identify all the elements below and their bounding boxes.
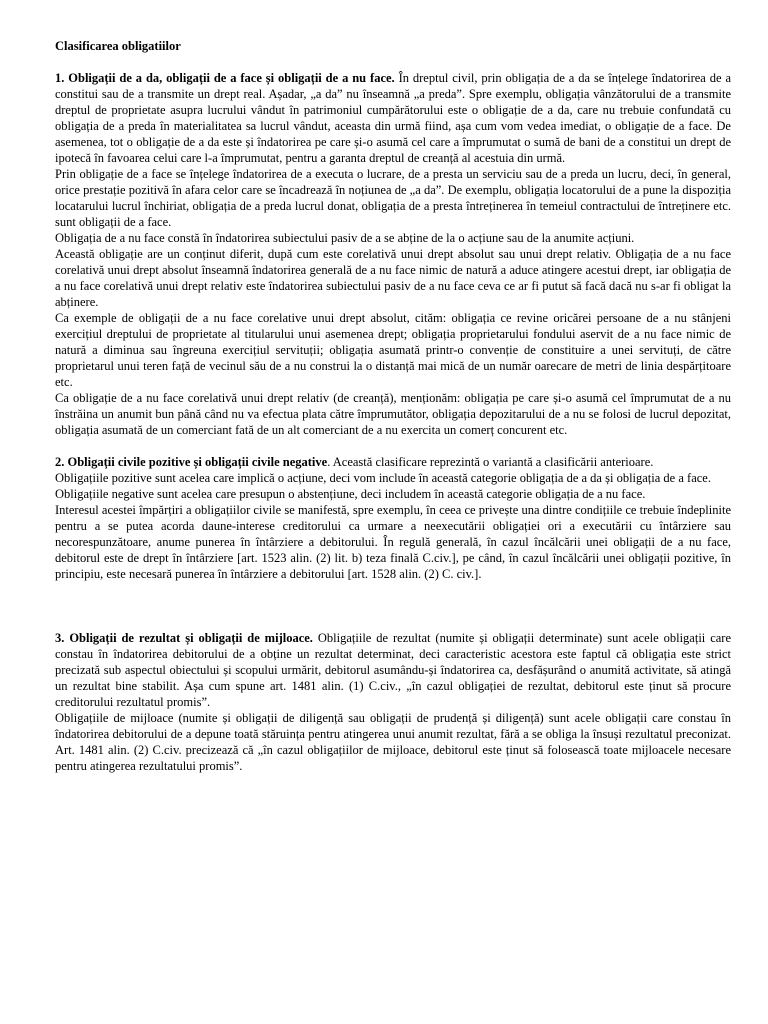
section-1-paragraph-2: Prin obligație de a face se înțelege îndatorirea de a executa o lucrare, de a presta un serviciu sau de a preda un lucru, deci, în general, orice prestație pozitivă în afara celor care se încadrează în noțiunea de „a da”. De exemplu, obligația locatorului de a pune la dispoziția locatarului lucrul închiriat, obligația de a preda lucrul donat, obligația de a presta întreținerea în temeiul contractului de întreținere etc. sunt obligații de a face. [55,167,731,229]
document-page [55,38,731,774]
section-2-paragraph-1 [55,454,731,470]
section-1-paragraph-3: Obligația de a nu face constă în îndatorirea subiectului pasiv de a se abține de la o acțiune sau de la anumite acțiuni. [55,231,635,245]
section-3-paragraph-1 [55,630,731,710]
section-3-text: Obligațiile de rezultat (numite și obligații determinate) sunt acele obligații care constau în îndatorirea debitorului de a obține un rezultat determinat, deci caracteristic acestora este faptul că obligația este strict precizată sub aspectul obiectului și scopului urmărit, debitorul asumându-și îndatorirea ca, desfășurând o anumită activitate, să atingă un rezultat bine stabilit. Așa cum spune art. 1481 alin. (1) C.civ., „în cazul obligației de rezultat, debitorul este ținut să procure creditorului rezultatul promis”. [55,631,732,709]
section-1-paragraph-4: Această obligație are un conținut diferit, după cum este corelativă unui drept absolut sau unui drept relativ. Obligația de a nu face corelativă unui drept absolut înseamnă îndatorirea generală de a nu face nimic de natură a aduce atingere acestui drept, iar obligația de a nu face corelativă unui drept relativ este îndatorirea subiectului pasiv de a nu face ceva ce ar fi putut să facă dacă nu s-ar fi obligat la abținere. [55,247,731,309]
section-3-paragraph-2: Obligațiile de mijloace (numite și obligații de diligență sau obligații de prudență și diligență) sunt acele obligații care constau în îndatorirea debitorului de a depune toată stăruința pentru atingerea unui anumit rezultat, fără a se obliga la însuși rezultatul preconizat. Art. 1481 alin. (2) C.civ. precizează că „în cazul obligațiilor de mijloace, debitorul este ținut să folosească toate mijloacele necesare pentru atingerea rezultatului promis”. [55,711,731,773]
section-2-paragraph-2: Obligațiile pozitive sunt acelea care implică o acțiune, deci vom include în această categorie obligația de a da și obligația de a face. [55,471,711,485]
document-title: Clasificarea obligatiilor [55,39,181,53]
section-2-text: . Această clasificare reprezintă o variantă a clasificării anterioare. [327,455,654,469]
section-1-heading: 1. Obligații de a da, obligații de a face și obligații de a nu face. [55,71,395,85]
section-3-heading: 3. Obligații de rezultat și obligații de mijloace. [55,631,313,645]
section-1-text: În dreptul civil, prin obligația de a da se înțelege îndatorirea de a constitui sau de a transmite un drept real. Așadar, „a da” nu înseamnă „a preda”. Spre exemplu, obligația vânzătorului de a transmite dreptul de proprietate asupra lucrului vândut în patrimoniul cumpărătorului este o obligație de a da, care nu trebuie confundată cu obligația de a preda în materialitatea sa lucrul vândut, aceasta din urmă fiind, așa cum vom vedea imediat, o obligație de a face. De asemenea, tot o obligație de a da este și îndatorirea pe care și-o asumă cel care a împrumutat o sumă de bani de a constitui un drept de ipotecă în favoarea celui care l-a împrumutat, pentru a garanta dreptul de creanță al acestuia din urmă. [55,71,732,165]
section-2-paragraph-3: Obligațiile negative sunt acelea care presupun o abstențiune, deci includem în această categorie obligația de a nu face. [55,487,646,501]
section-2-heading: 2. Obligații civile pozitive și obligații civile negative [55,455,328,469]
section-1-paragraph-6: Ca obligație de a nu face corelativă unui drept relativ (de creanță), menționăm: obligația pe care și-o asumă cel împrumutat de a nu înstrăina un anumit bun până când nu va efectua plata către împrumutător, obligația depozitarului de a nu se folosi de lucrul depozitat, obligația asumată de un comerciant fată de un alt comerciant de a nu exercita un comerț concurent etc. [55,391,731,437]
section-1-paragraph-1 [55,70,731,166]
section-2-paragraph-4: Interesul acestei împărțiri a obligațiilor civile se manifestă, spre exemplu, în ceea ce privește una dintre condițiile ce trebuie îndeplinite pentru a se putea acorda daune-interese creditorului ca urmare a neexecutării obligației ori a executării cu întârziere sau necorespunzătoare, anume punerea în întârziere a debitorului. În regulă generală, în cazul încălcării unei obligații de a nu face, debitorul este de drept în întârziere [art. 1523 alin. (2) lit. b) teza finală C.civ.], pe când, în cazul încălcării unei obligații pozitive, în principiu, este necesară punerea în întârziere a debitorului [art. 1528 alin. (2) C. civ.]. [55,503,731,581]
section-1-paragraph-5: Ca exemple de obligații de a nu face corelative unui drept absolut, cităm: obligația ce revine oricărei persoane de a nu stânjeni exercițiul dreptului de proprietate al titularului unui asemenea drept; obligația proprietarului fondului aservit de a nu face nimic de natură a diminua sau îngreuna exercițiul servituții; obligația asumată printr-o convenție de constituire a unei servituți, de către proprietarul unui teren față de vecinul său de a nu construi la o distanță mai mică de un număr oarecare de metri de linia despărțitoare etc. [55,311,731,389]
